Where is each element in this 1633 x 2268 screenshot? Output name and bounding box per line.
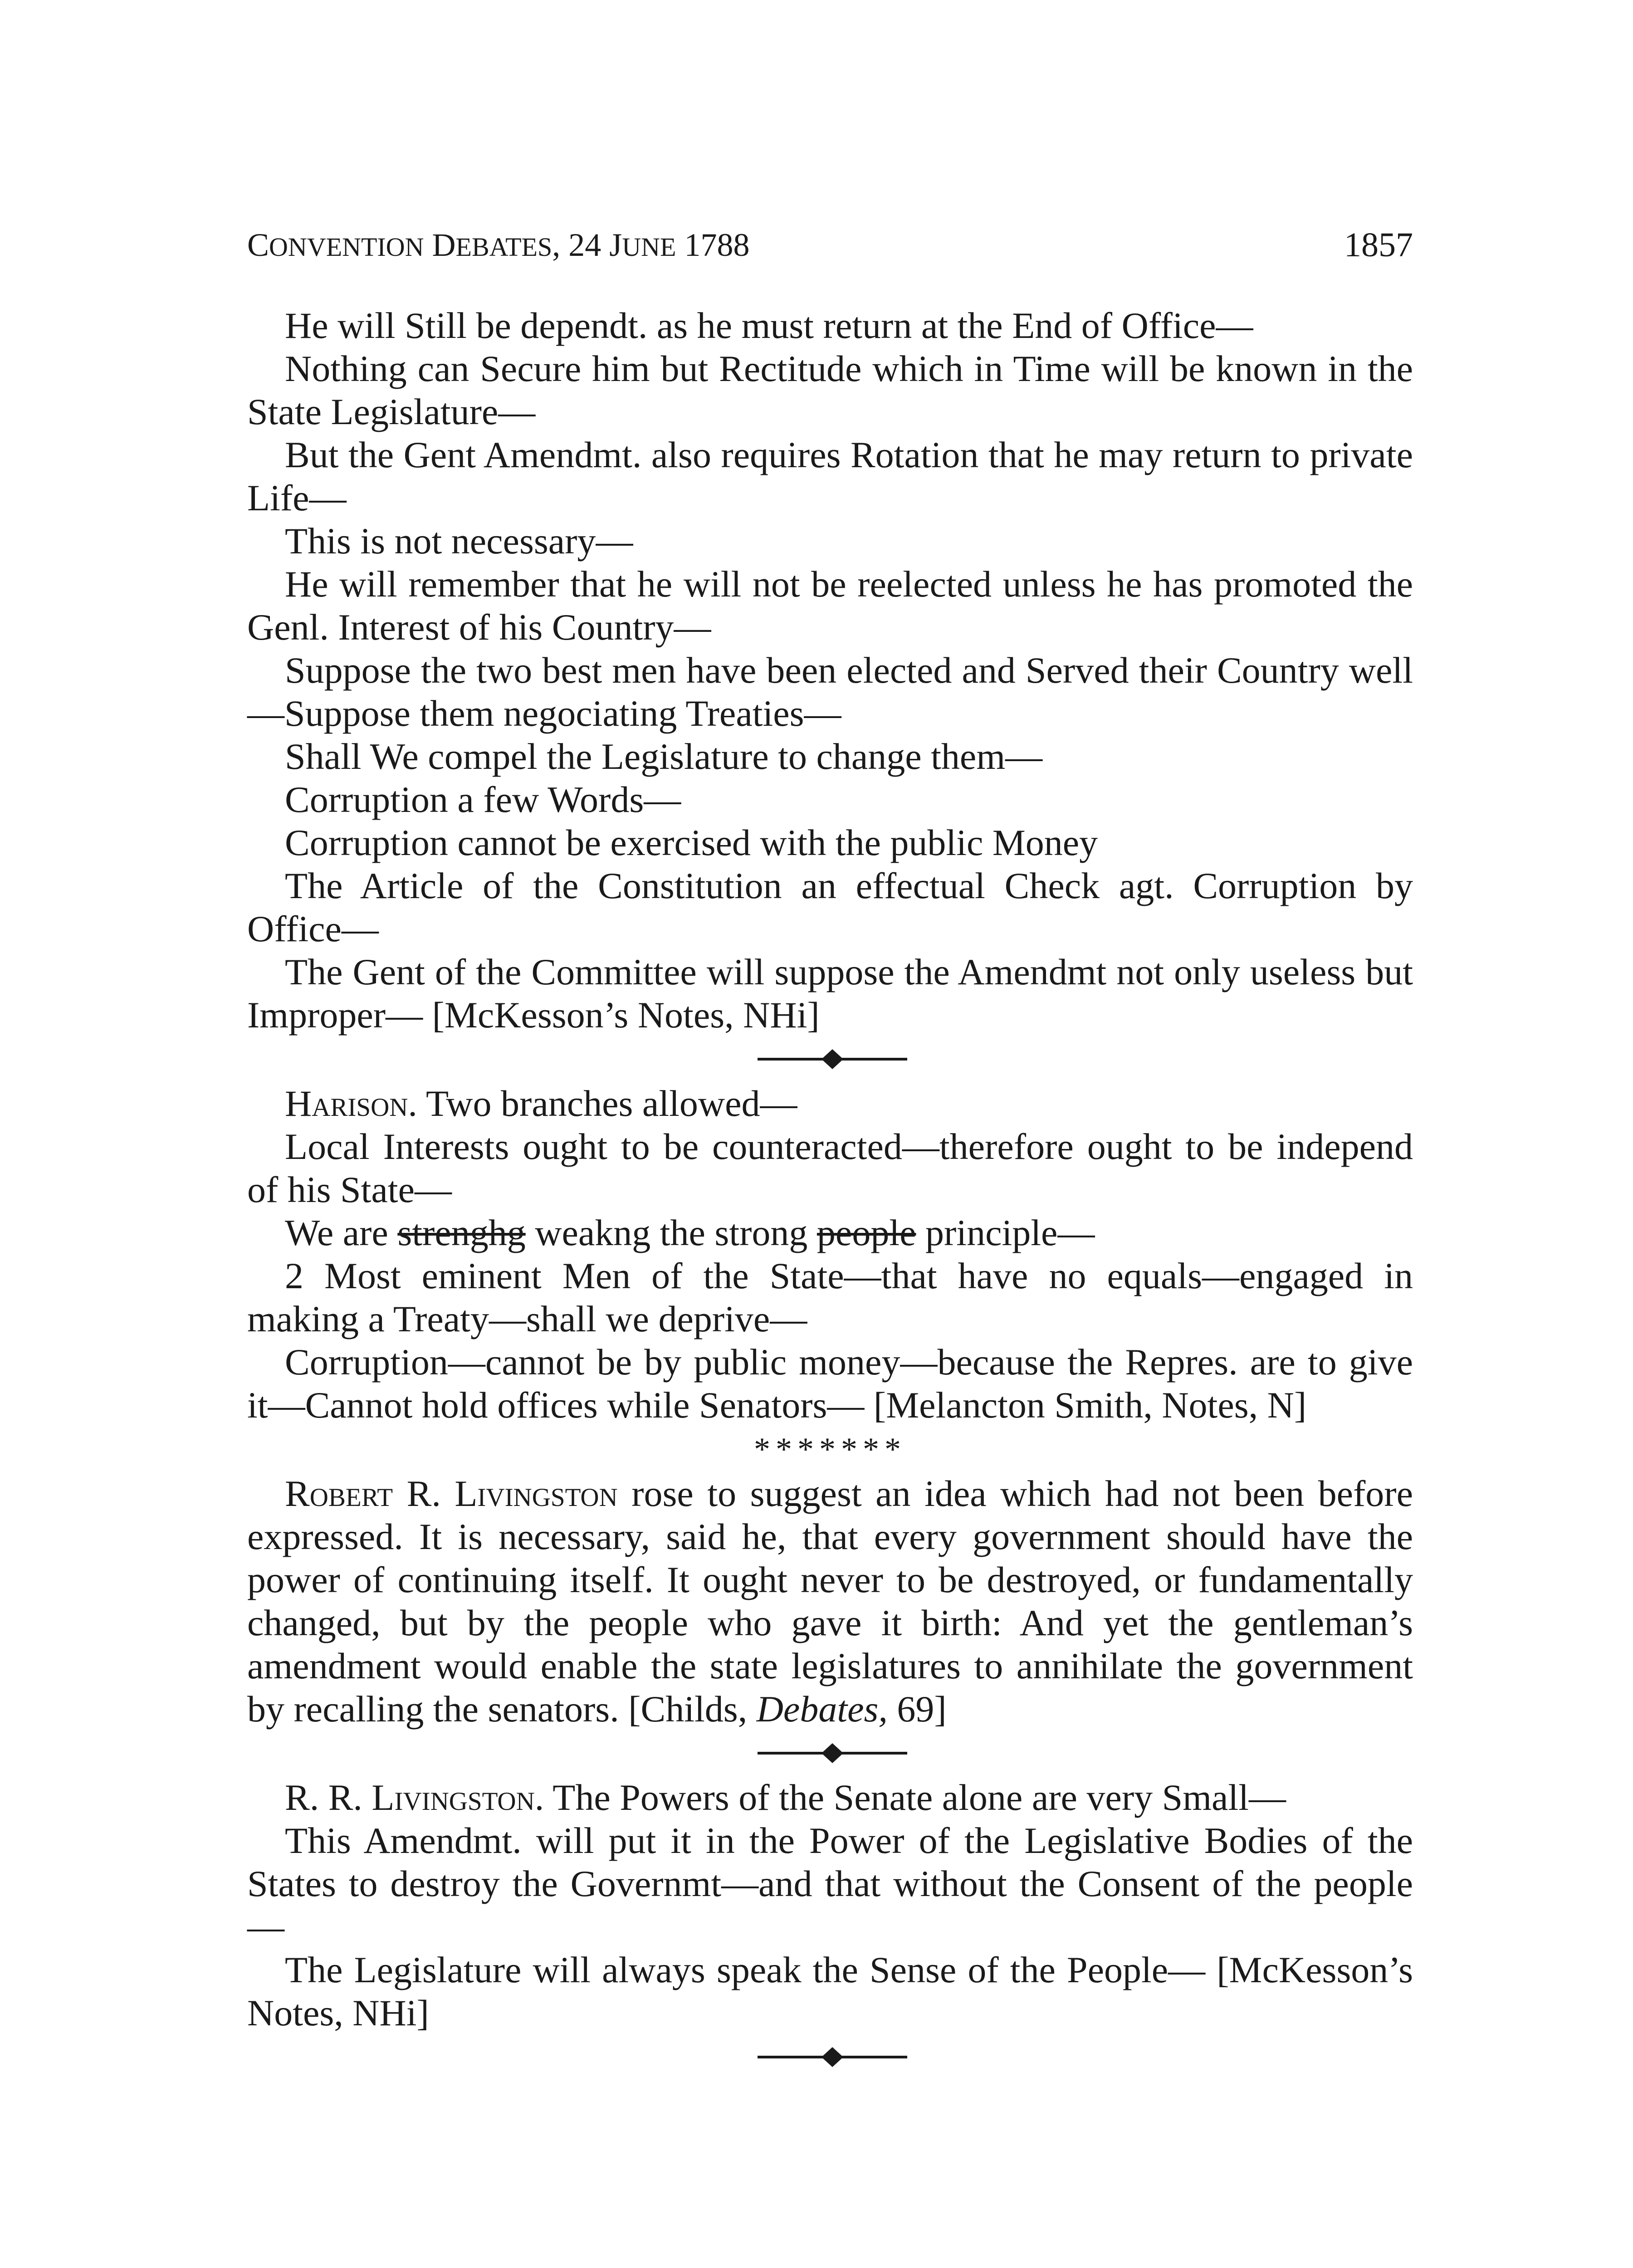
- paragraph: Nothing can Secure him but Rectitude which in Time will be known in the State Legislature—: [247, 348, 1413, 432]
- paragraph: The Article of the Constitution an effectual Check agt. Corruption by Office—: [247, 865, 1413, 949]
- speaker-name: Robert R. Livingston: [285, 1473, 618, 1514]
- paragraph: Corruption a few Words—: [285, 779, 681, 820]
- paragraph: This is not necessary—: [285, 520, 633, 562]
- paragraph: Corruption—cannot be by public money—because the Repres. are to give it—Cannot hold offices while Senators— [Melancton Smith, Notes, N]: [247, 1341, 1413, 1426]
- paragraph: This Amendmt. will put it in the Power of the Legislative Bodies of the States to destroy the Governmt—and that without the Consent of the people—: [247, 1820, 1413, 1947]
- paragraph: Local Interests ought to be counteracted—therefore ought to be independ of his State—: [247, 1126, 1413, 1210]
- paragraph: Shall We compel the Legislature to change them—: [285, 736, 1043, 777]
- source-title: Debates,: [756, 1688, 888, 1730]
- paragraph: Harison. Two branches allowed—: [285, 1083, 797, 1124]
- running-title: CONVENTION DEBATES, 24 JUNE 1788: [247, 227, 750, 263]
- paragraph: He will Still be dependt. as he must return at the End of Office—: [285, 305, 1253, 346]
- diamond-rule-icon: [758, 2044, 907, 2070]
- page-number: 1857: [1344, 226, 1413, 264]
- paragraph: But the Gent Amendmt. also requires Rotation that he may return to private Life—: [247, 434, 1413, 518]
- paragraph: Corruption cannot be exercised with the public Money: [285, 822, 1098, 863]
- diamond-rule-icon: [758, 1046, 907, 1072]
- diamond-rule-icon: [758, 1740, 907, 1766]
- paragraph: He will remember that he will not be reelected unless he has promoted the Genl. Interest of his Country—: [247, 563, 1413, 648]
- section-divider: [247, 2034, 1413, 2080]
- struck-word: people: [816, 1212, 916, 1253]
- speaker-name: Harison: [285, 1083, 408, 1124]
- asterisk-separator: *******: [754, 1431, 906, 1467]
- section-divider: [247, 1036, 1413, 1082]
- paragraph: 2 Most eminent Men of the State—that have no equals—engaged in making a Treaty—shall we deprive—: [247, 1255, 1413, 1339]
- paragraph: The Legislature will always speak the Sense of the People— [McKesson’s Notes, NHi]: [247, 1949, 1413, 2033]
- section-divider: [247, 1730, 1413, 1776]
- paragraph: Suppose the two best men have been elected and Served their Country well—Suppose them negociating Treaties—: [247, 650, 1413, 734]
- struck-word: strenghg: [397, 1212, 526, 1253]
- paragraph: R. R. Livingston. The Powers of the Senate alone are very Small—: [285, 1777, 1286, 1818]
- paragraph: The Gent of the Committee will suppose the Amendmt not only useless but Improper— [McKesson’s Notes, NHi]: [247, 951, 1413, 1036]
- running-header: [247, 222, 1413, 268]
- paragraph: Robert R. Livingston rose to suggest an idea which had not been before expressed. It is necessary, said he, that every government should have the power of continuing itself. It ought never to be destroyed, or fundamentally changed, but by the people who gave it birth: And yet the gentleman’s amendment would enable the state legislatures to annihilate the government by recalling the senators. [Childs, Debates, 69]: [247, 1473, 1413, 1730]
- speaker-name: R. R. Livingston: [285, 1777, 535, 1818]
- paragraph: We are strenghg weakng the strong people principle—: [285, 1212, 1095, 1253]
- page-body: [247, 304, 1413, 2080]
